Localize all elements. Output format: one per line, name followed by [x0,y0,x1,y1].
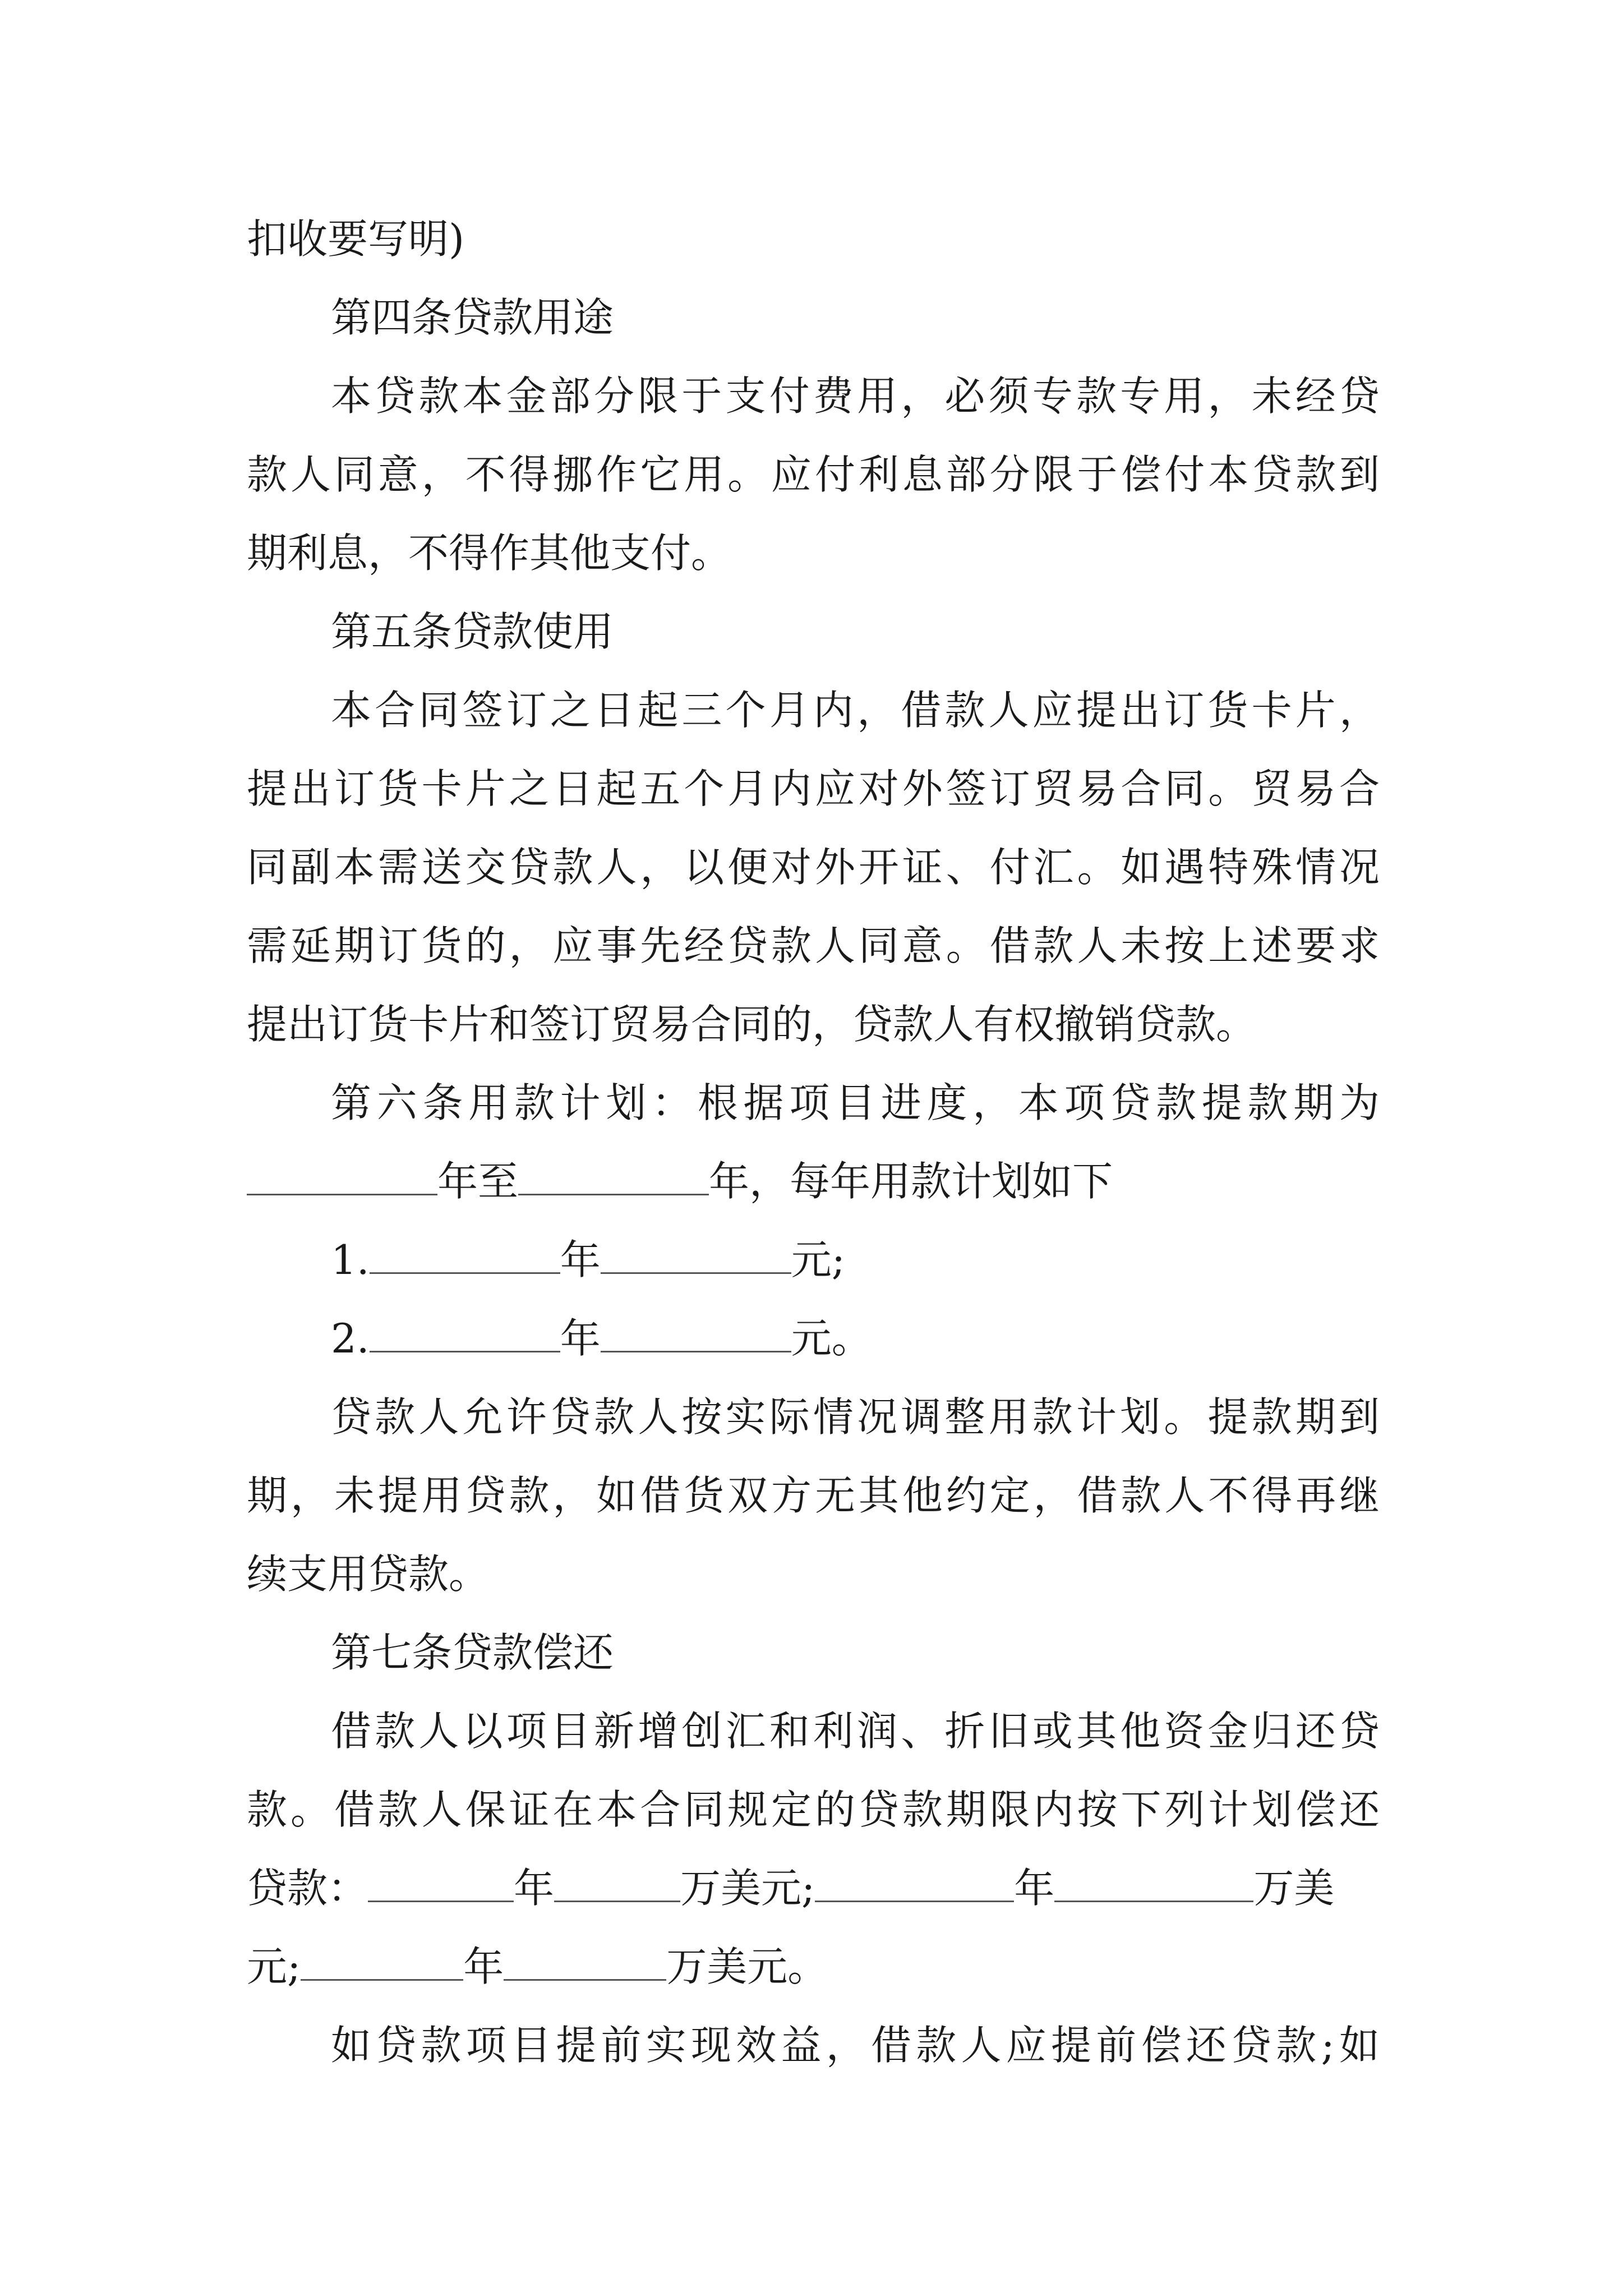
blank-field[interactable] [815,1862,1014,1902]
plan-item-1: 1. 年 元; [247,1232,1380,1288]
blank-field[interactable] [301,1941,463,1981]
paragraph-line: 需延期订货的，应事先经贷款人同意。借款人未按上述要求 [247,922,1380,969]
paragraph-line: 续支用贷款。 [247,1550,490,1598]
paragraph-line: 本贷款本金部分限于支付费用，必须专款专用，未经贷 [331,372,1380,420]
paragraph-line: 扣收要写明) [247,215,465,263]
paragraph-line: 借款人以项目新增创汇和利润、折旧或其他资金归还贷 [331,1708,1380,1755]
repay-schedule-line: 贷款： 年 万美元; 年 万美 [247,1860,1380,1916]
blank-field[interactable] [370,1313,560,1352]
repay-schedule-line-2: 元; 年 万美元。 [247,1939,1380,1995]
blank-field[interactable] [518,1156,709,1195]
paragraph-line: 期，未提用贷款，如借货双方无其他约定，借款人不得再继 [247,1472,1380,1519]
blank-field[interactable] [247,1156,437,1195]
blank-field[interactable] [1054,1862,1253,1902]
paragraph-line: 如贷款项目提前实现效益，借款人应提前偿还贷款;如 [331,2022,1380,2069]
blank-field[interactable] [554,1862,680,1902]
paragraph-line: 期利息，不得作其他支付。 [247,530,732,577]
section-heading-6: 第六条用款计划：根据项目进度，本项贷款提款期为 [331,1079,1380,1126]
paragraph-line: 本合同签订之日起三个月内，借款人应提出订货卡片， [331,687,1380,734]
plan-item-2: 2. 年 元。 [247,1310,1380,1366]
blank-field[interactable] [370,1234,560,1274]
blank-field[interactable] [504,1941,666,1981]
paragraph-line: 提出订货卡片和签订贸易合同的，贷款人有权撤销贷款。 [247,1001,1257,1048]
blank-field[interactable] [601,1234,791,1274]
section-heading-5: 第五条贷款使用 [331,608,614,655]
paragraph-line: 同副本需送交贷款人，以便对外开证、付汇。如遇特殊情况 [247,844,1380,891]
blank-field[interactable] [601,1313,791,1352]
paragraph-line: 款人同意，不得挪作它用。应付利息部分限于偿付本贷款到 [247,451,1380,498]
document-page [247,0,1380,2296]
paragraph-line: 贷款人允许贷款人按实际情况调整用款计划。提款期到 [331,1393,1380,1441]
section-heading-7: 第七条贷款偿还 [331,1629,614,1676]
paragraph-line: 提出订货卡片之日起五个月内应对外签订贸易合同。贸易合 [247,765,1380,812]
section-heading-4: 第四条贷款用途 [331,294,614,341]
paragraph-line: 款。借款人保证在本合同规定的贷款期限内按下列计划偿还 [247,1786,1380,1833]
blank-field[interactable] [368,1862,514,1902]
plan-period-line: 年至 年，每年用款计划如下 [247,1153,1380,1209]
